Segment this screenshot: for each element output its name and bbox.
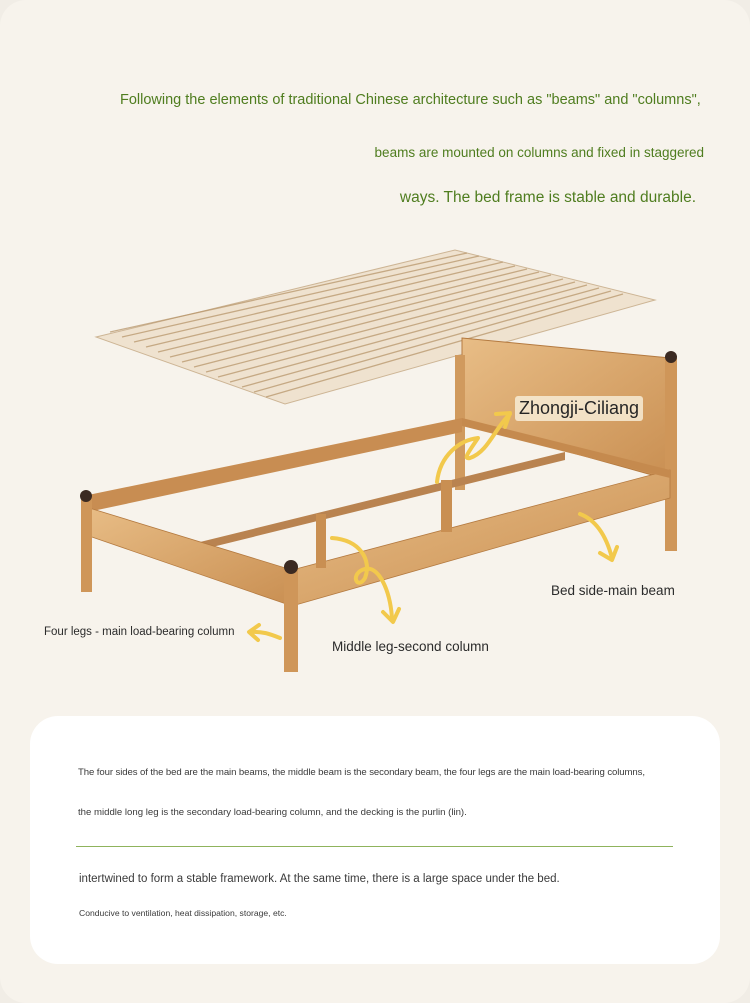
front-left-leg [81, 496, 92, 592]
four-legs-label: Four legs - main load-bearing column [44, 626, 235, 638]
intro-line-3: ways. The bed frame is stable and durable. [399, 189, 696, 206]
back-right-leg [665, 358, 677, 551]
intro-line-2: beams are mounted on columns and fixed in staggered [374, 145, 704, 160]
middle-leg-label: Middle leg-second column [332, 639, 489, 654]
info-line-1: The four sides of the bed are the main beams, the middle beam is the secondary beam, the four legs are the main load-bearing columns, [78, 767, 645, 778]
middle-leg-1 [316, 514, 326, 568]
brand-label: Zhongji-Ciliang [515, 396, 643, 421]
info-line-3: intertwined to form a stable framework. At the same time, there is a large space under the bed. [79, 873, 560, 885]
info-line-2: the middle long leg is the secondary load-bearing column, and the decking is the purlin (lin). [78, 807, 467, 818]
front-right-leg [284, 566, 298, 672]
info-line-4: Conducive to ventilation, heat dissipation, storage, etc. [79, 908, 287, 918]
foot-rail [86, 507, 292, 606]
info-box [30, 716, 720, 964]
middle-leg-2 [441, 480, 452, 532]
bed-side-label: Bed side-main beam [551, 583, 675, 598]
intro-line-1: Following the elements of traditional Chinese architecture such as "beams" and "columns", [120, 92, 701, 108]
divider [76, 846, 673, 847]
